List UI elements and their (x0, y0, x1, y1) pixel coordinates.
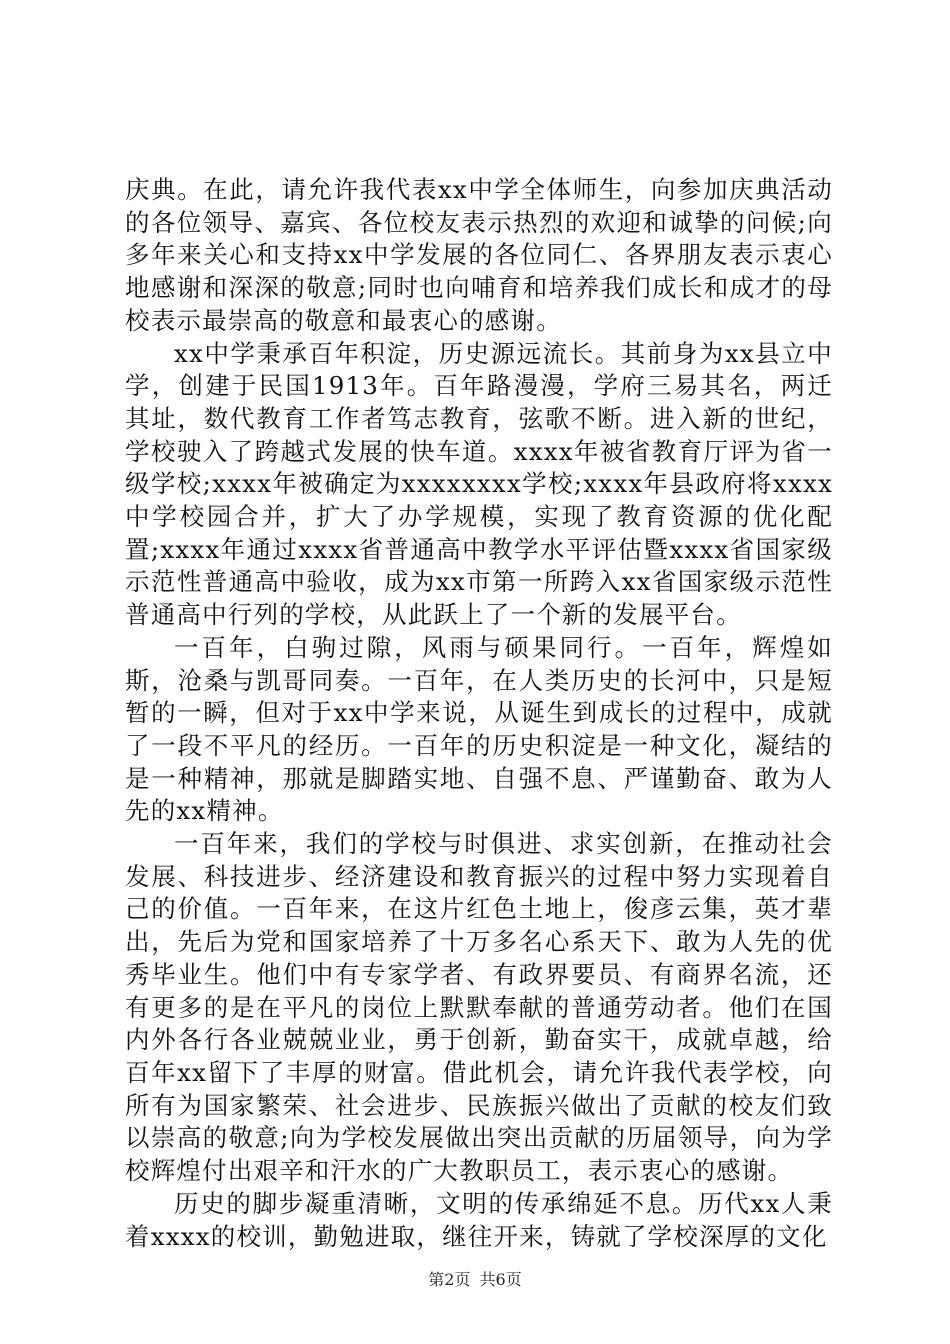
page-total: 共6页 (479, 1270, 522, 1289)
page-footer (0, 1270, 950, 1290)
paragraph-1: 庆典。在此，请允许我代表xx中学全体师生，向参加庆典活动的各位领导、嘉宾、各位校友表示热烈的欢迎和诚挚的问候;向多年来关心和支持xx中学发展的各位同仁、各界朋友表示衷心地感谢和深深的敬意;同时也向哺育和培养我们成长和成才的母校表示最崇高的敬意和最衷心的感谢。 (125, 175, 833, 335)
paragraph-5: 历史的脚步凝重清晰，文明的传承绵延不息。历代xx人秉着xxxx的校训，勤勉进取，继往开来，铸就了学校深厚的文化 (125, 1188, 833, 1251)
paragraph-4: 一百年来，我们的学校与时俱进、求实创新，在推动社会发展、科技进步、经济建设和教育振兴的过程中努力实现着自己的价值。一百年来，在这片红色土地上，俊彦云集，英才辈出，先后为党和国家培养了十万多名心系天下、敢为人先的优秀毕业生。他们中有专家学者、有政界要员、有商界名流，还有更多的是在平凡的岗位上默默奉献的普通劳动者。他们在国内外各行各业兢兢业业，勇于创新，勤奋实干，成就卓越，给百年xx留下了丰厚的财富。借此机会，请允许我代表学校，向所有为国家繁荣、社会进步、民族振兴做出了贡献的校友们致以崇高的敬意;向为学校发展做出突出贡献的历届领导，向为学校辉煌付出艰辛和汗水的广大教职员工，表示衷心的感谢。 (125, 829, 833, 1186)
page-number: 第2页 (428, 1270, 471, 1289)
document-body (125, 174, 833, 1253)
paragraph-3: 一百年，白驹过隙，风雨与硕果同行。一百年，辉煌如斯，沧桑与凯哥同奏。一百年，在人类历史的长河中，只是短暂的一瞬，但对于xx中学来说，从诞生到成长的过程中，成就了一段不平凡的经历。一百年的历史积淀是一种文化，凝结的是一种精神，那就是脚踏实地、自强不息、严谨勤奋、敢为人先的xx精神。 (125, 632, 833, 826)
paragraph-2: xx中学秉承百年积淀，历史源远流长。其前身为xx县立中学，创建于民国1913年。百年路漫漫，学府三易其名，两迁其址，数代教育工作者笃志教育，弦歌不断。进入新的世纪，学校驶入了跨越式发展的快车道。xxxx年被省教育厅评为省一级学校;xxxx年被确定为xxxxxxxx学校;xxxx年县政府将xxxx中学校园合并，扩大了办学规模，实现了教育资源的优化配置;xxxx年通过xxxx省普通高中教学水平评估暨xxxx省国家级示范性普通高中验收，成为xx市第一所跨入xx省国家级示范性普通高中行列的学校，从此跃上了一个新的发展平台。 (125, 338, 833, 630)
